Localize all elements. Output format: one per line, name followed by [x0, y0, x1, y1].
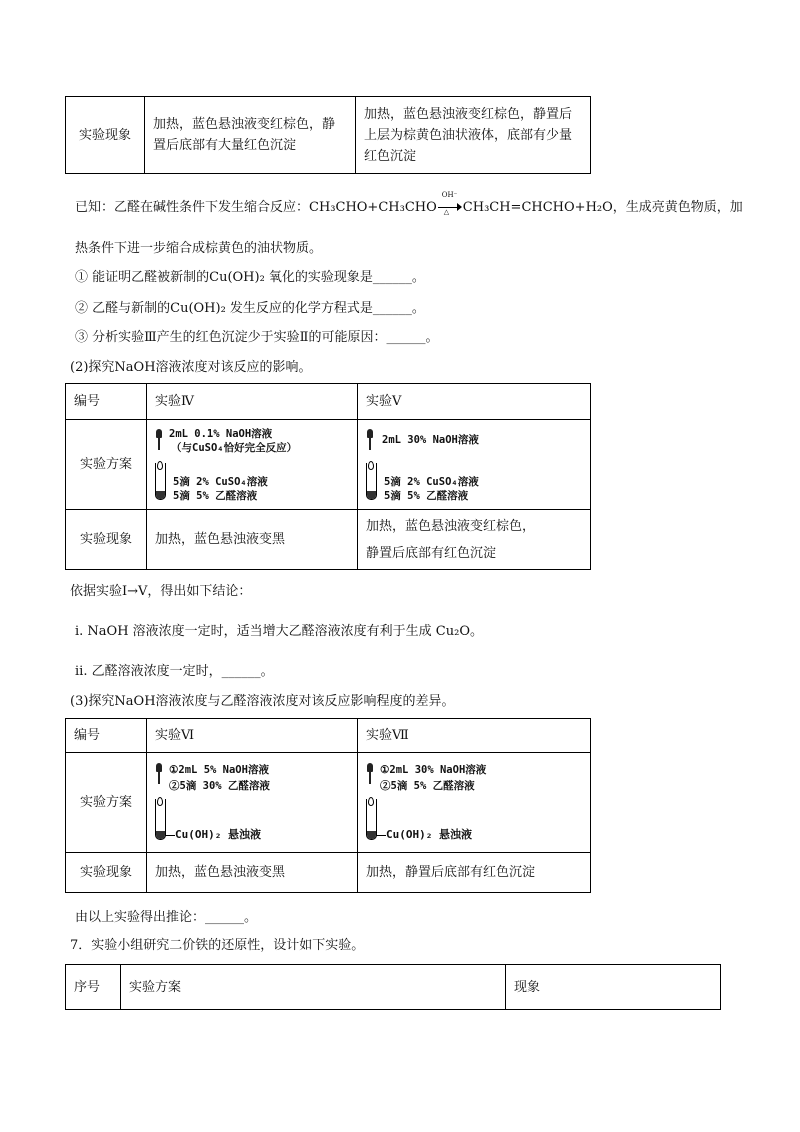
exp7-label-1: ①2mL 30% NaOH溶液: [380, 763, 487, 776]
question-3: ③ 分析实验Ⅲ产生的红色沉淀少于实验Ⅱ的可能原因：______。: [75, 330, 439, 345]
conclusion-2: ⅱ. 乙醛溶液浓度一定时，______。: [75, 664, 274, 679]
exp5-phen-line-1: 加热，蓝色悬浊液变红棕色，: [366, 518, 536, 534]
exp7-label-2: ②5滴 5% 乙醛溶液: [380, 779, 475, 792]
dropper-icon: [156, 429, 162, 450]
exp4-bottom-label-1: 5滴 2% CuSO₄溶液: [173, 475, 268, 488]
table4-header-seq: 序号: [66, 965, 121, 1010]
exp5-top-label-1: 2mL 30% NaOH溶液: [382, 433, 479, 446]
table-3: [65, 718, 591, 893]
dropper-icon: [367, 429, 373, 450]
table4-header-phen: 现象: [506, 965, 721, 1010]
exp6-phenomenon: 加热，蓝色悬浊液变黑: [147, 853, 358, 893]
table-4: [65, 964, 721, 1010]
exp4-bottom-label-2: 5滴 5% 乙醛溶液: [173, 489, 258, 502]
question-1: ① 能证明乙醛被新制的Cu(OH)₂ 氧化的实验现象是______。: [75, 270, 425, 285]
table3-row-plan: 实验方案: [66, 753, 147, 853]
dropper-icon: [156, 763, 162, 784]
arrow-cond-bottom: △: [443, 207, 450, 216]
part-2-title: (2)探究NaOH溶液浓度对该反应的影响。: [70, 360, 312, 375]
question-7: 7．实验小组研究二价铁的还原性，设计如下实验。: [70, 938, 365, 953]
table2-header-exp5: 实验Ⅴ: [358, 384, 591, 420]
known-suffix: CH₃CH=CHCHO+H₂O，生成亮黄色物质，加: [462, 200, 743, 215]
test-tube-icon: [366, 799, 377, 840]
known-prefix: 已知：乙醛在碱性条件下发生缩合反应：CH₃CHO+CH₃CHO: [75, 200, 437, 215]
exp6-label-1: ①2mL 5% NaOH溶液: [169, 763, 269, 776]
question-2: ② 乙醛与新制的Cu(OH)₂ 发生反应的化学方程式是______。: [75, 301, 425, 316]
conclusion-1: ⅰ. NaOH 溶液浓度一定时，适当增大乙醛溶液浓度有利于生成 Cu₂O。: [75, 624, 483, 639]
exp7-phenomenon: 加热，静置后底部有红色沉淀: [358, 853, 591, 893]
table1-label: 实验现象: [66, 97, 145, 174]
table2-row-phen: 实验现象: [66, 510, 147, 570]
arrow-head: [457, 203, 462, 211]
reaction-arrow: [437, 190, 463, 216]
test-tube-icon: [366, 463, 377, 500]
table2-row-plan: 实验方案: [66, 420, 147, 510]
table3-header-exp7: 实验Ⅶ: [358, 719, 591, 753]
table2-header-exp4: 实验Ⅳ: [147, 384, 358, 420]
test-tube-icon: [155, 463, 166, 500]
exp5-diagram: [358, 420, 591, 510]
exp5-bottom-label-1: 5滴 2% CuSO₄溶液: [384, 475, 479, 488]
table3-header-exp6: 实验Ⅵ: [147, 719, 358, 753]
exp4-phenomenon: 加热，蓝色悬浊液变黑: [147, 510, 358, 570]
table-2: [65, 383, 591, 570]
exp4-top-label-2: （与CuSO₄恰好完全反应）: [171, 441, 298, 454]
exp5-phen-line-2: 静置后底部有红色沉淀: [366, 545, 497, 561]
table1-col2: 加热，蓝色悬浊液变红棕色，静置后底部有大量红色沉淀: [145, 97, 356, 174]
exp5-bottom-label-2: 5滴 5% 乙醛溶液: [384, 489, 469, 502]
exp4-top-label-1: 2mL 0.1% NaOH溶液: [169, 427, 273, 440]
table4-header-plan: 实验方案: [121, 965, 506, 1010]
dropper-icon: [367, 763, 373, 784]
exp6-label-2: ②5滴 30% 乙醛溶液: [169, 779, 270, 792]
exp7-bottom-label: Cu(OH)₂ 悬浊液: [386, 827, 472, 841]
table2-header-num: 编号: [66, 384, 147, 420]
table1-col3: 加热，蓝色悬浊液变红棕色，静置后上层为棕黄色油状液体，底部有少量红色沉淀: [356, 97, 591, 174]
table3-header-num: 编号: [66, 719, 147, 753]
table3-row-phen: 实验现象: [66, 853, 147, 893]
conclude-intro: 依据实验Ⅰ→Ⅴ，得出如下结论：: [70, 584, 252, 599]
exp4-diagram: [147, 420, 358, 510]
exp6-diagram: [147, 753, 358, 853]
part-3-title: (3)探究NaOH溶液浓度与乙醛溶液浓度对该反应影响程度的差异。: [70, 694, 455, 709]
test-tube-icon: [155, 799, 166, 840]
leader-line: [165, 835, 175, 836]
known-line-2: 热条件下进一步缩合成棕黄色的油状物质。: [75, 241, 323, 256]
table-1: [65, 96, 591, 174]
known-line-1: [75, 190, 743, 218]
leader-line: [376, 835, 386, 836]
arrow-cond-top: OH⁻: [441, 190, 458, 199]
exp5-phenomenon: [358, 510, 591, 570]
exp6-bottom-label: Cu(OH)₂ 悬浊液: [175, 827, 261, 841]
inference: 由以上实验得出推论：______。: [75, 910, 258, 925]
exp7-diagram: [358, 753, 591, 853]
